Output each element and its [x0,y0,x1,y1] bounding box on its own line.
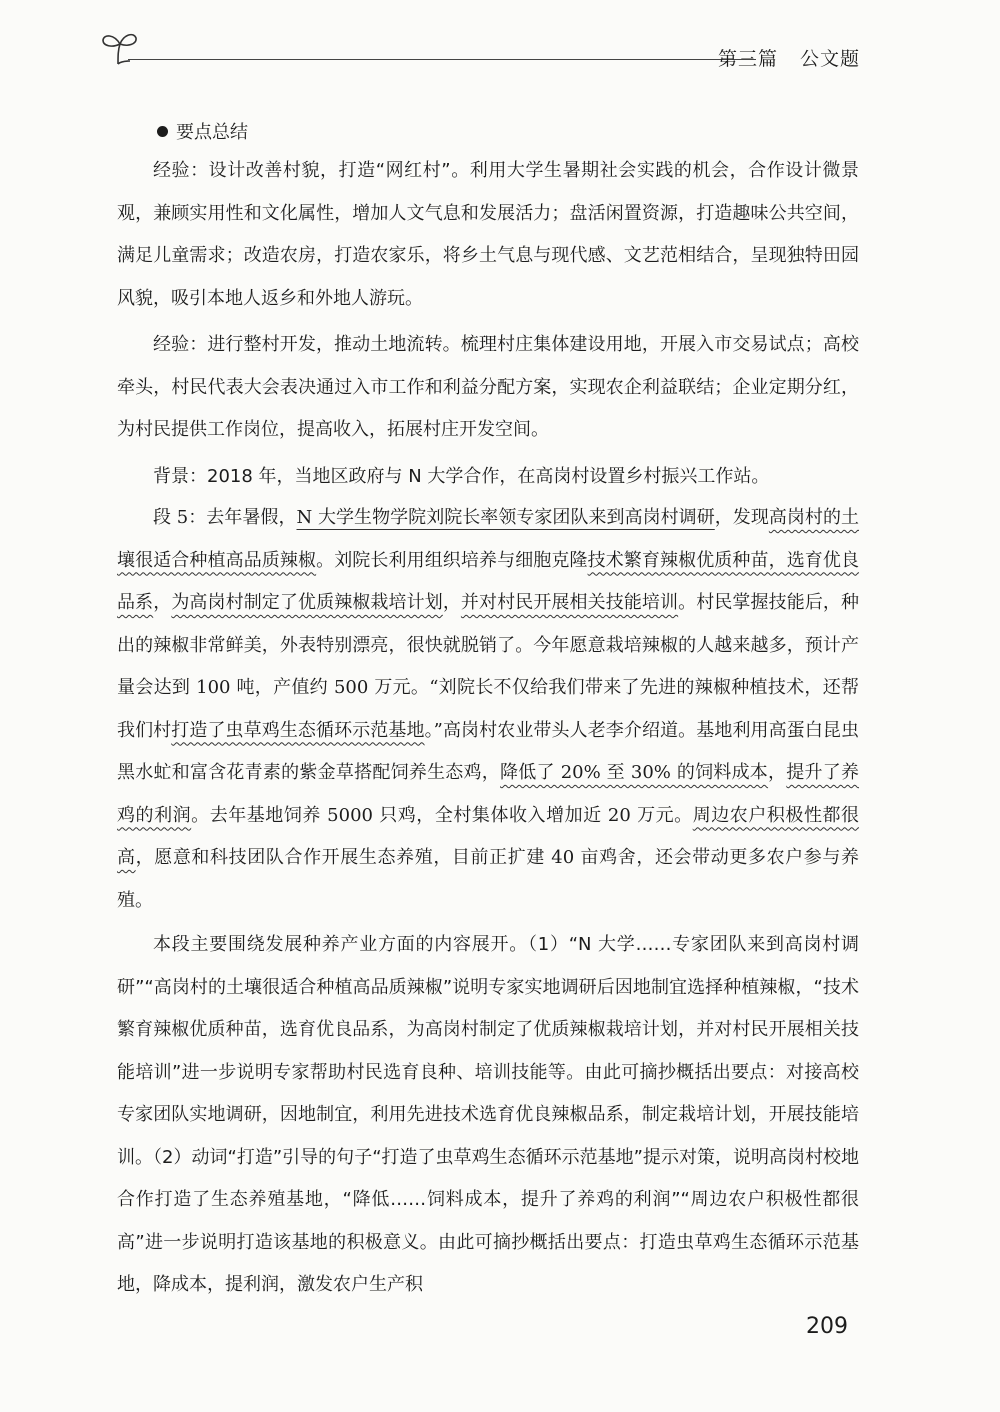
summary-item-3: 背景：2018 年，当地区政府与 N 大学合作，在高岗村设置乡村振兴工作站。 [153,465,770,487]
sprout-icon [100,28,140,68]
header-section: 第三篇 [717,48,778,70]
wavy-underlined-phrase: 打造了虫草鸡生态循环示范基地 [171,719,425,741]
excerpt-text-segment: 。村民掌握技能后，种出的辣椒非常鲜美，外表特别漂亮，很快就脱销了。今年愿意栽培辣椒的人越来越多，预计产量会达到 100 吨，产值约 500 万元。“刘院长不仅给我们带来了先进的辣椒种植技术，还帮我们村 [117,592,860,741]
summary-item-1: 经验：设计改善村貌，打造“网红村”。利用大学生暑期社会实践的机会，合作设计微景观，兼顾实用性和文化属性，增加人文气息和发展活力；盘活闲置资源，打造趣味公共空间，满足儿童需求；改造农房，打造农家乐，将乡土气息与现代感、文艺范相结合，呈现独特田园风貌，吸引本地人返乡和外地人游玩。 [117,160,859,309]
excerpt-text-segment: ， [768,762,787,783]
excerpt-paragraph [117,497,859,922]
underlined-phrase: N 大学生物学院刘院长率领专家团队来到高岗村调研 [296,507,715,528]
excerpt-text-segment: ，愿意和科技团队合作开展生态养殖，目前正扩建 40 亩鸡舍，还会带动更多农户参与养殖。 [117,847,860,911]
header-title [718,44,860,71]
summary-heading-text: 要点总结 [176,122,248,143]
header-rule [128,59,756,60]
summary-list [117,150,859,498]
summary-item-2: 经验：进行整村开发，推动土地流转。梳理村庄集体建设用地，开展入市交易试点；高校牵头，村民代表大会表决通过入市工作和利益分配方案，实现农企利益联结；企业定期分红，为村民提供工作岗位，提高收入，拓展村庄开发空间。 [117,334,859,440]
wavy-underlined-phrase: 提升了养鸡的利润 [117,762,860,826]
header-topic: 公文题 [799,48,860,70]
wavy-underlined-phrase: 为高岗村制定了优质辣椒栽培计划 [171,592,443,613]
wavy-underlined-phrase: 并对村民开展相关技能培训 [460,592,679,613]
summary-heading [157,118,248,144]
excerpt-text-segment: 。刘院长利用组织培养与细胞克隆 [316,549,588,571]
excerpt-text-segment: 段 5：去年暑假， [153,507,297,528]
running-header [100,28,860,78]
page-number: 209 [806,1314,848,1339]
wavy-underlined-phrase: 周边农户积极性都很高 [117,804,860,868]
wavy-underlined-phrase: 降低了 20% 至 30% 的饲料成本 [500,762,769,783]
bullet-dot-icon [157,126,168,137]
excerpt-text-segment: 。”高岗村农业带头人老李介绍道。基地利用高蛋白昆虫黑水虻和富含花青素的紫金草搭配饲养生态鸡， [117,719,860,783]
excerpt-text-segment: ， [442,592,461,613]
excerpt-text-segment: 。去年基地饲养 5000 只鸡，全村集体收入增加近 20 万元。 [191,804,693,826]
analysis-paragraph [117,924,859,1307]
wavy-underlined-phrase: 技术繁育辣椒优质种苗，选育优良品系 [117,549,860,613]
analysis-text: 本段主要围绕发展种养产业方面的内容展开。（1）“N 大学……专家团队来到高岗村调研”“高岗村的土壤很适合种植高品质辣椒”说明专家实地调研后因地制宜选择种植辣椒，“技术繁育辣椒优质种苗，选育优良品系，为高岗村制定了优质辣椒栽培计划，并对村民开展相关技能培训”进一步说明专家帮助村民选育良种、培训技能等。由此可摘抄概括出要点：对接高校专家团队实地调研，因地制宜，利用先进技术选育优良辣椒品系，制定栽培计划，开展技能培训。（2）动词“打造”引导的句子“打造了虫草鸡生态循环示范基地”提示对策，说明高岗村校地合作打造了生态养殖基地，“降低……饲料成本，提升了养鸡的利润”“周边农户积极性都很高”进一步说明打造该基地的积极意义。由此可摘抄概括出要点：打造虫草鸡生态循环示范基地，降成本，提利润，激发农户生产积 [117,934,859,1295]
excerpt-text [117,497,859,922]
excerpt-text-segment: ，发现 [714,507,769,528]
wavy-underlined-phrase: 高岗村的土壤很适合种植高品质辣椒 [117,507,859,571]
excerpt-text-segment: ， [153,592,172,613]
